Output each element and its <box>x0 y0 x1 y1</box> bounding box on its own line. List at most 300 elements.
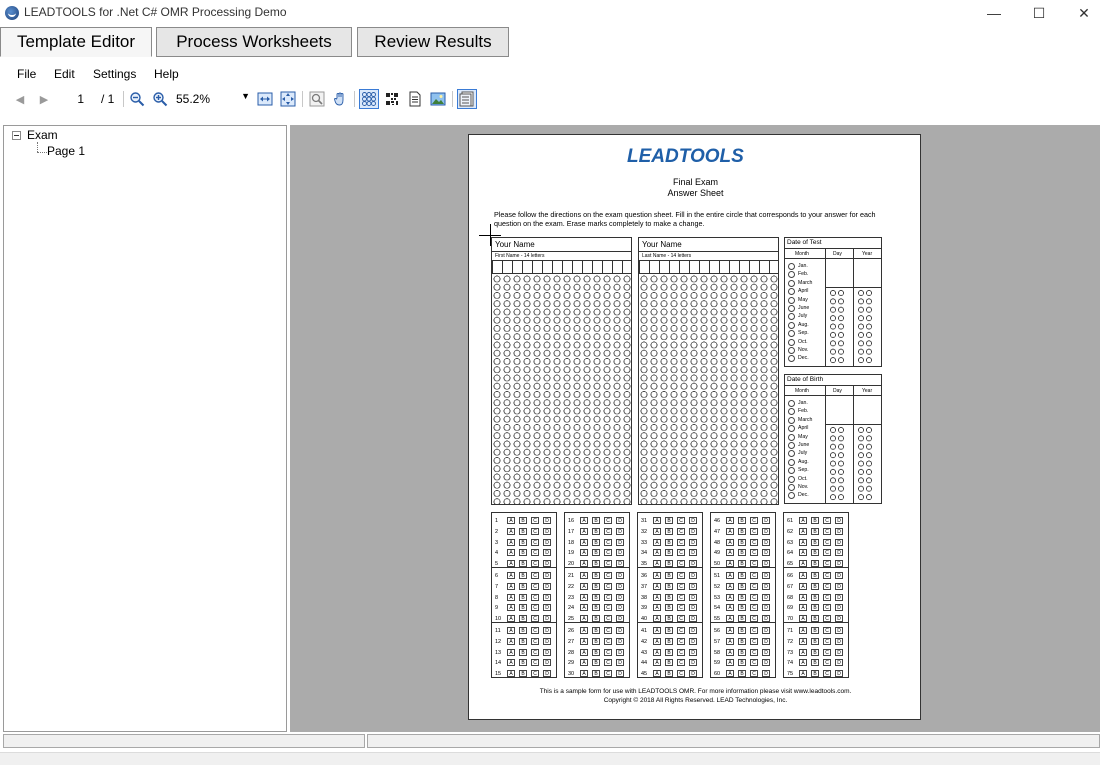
answer-option[interactable]: B <box>811 670 819 677</box>
answer-option[interactable]: A <box>507 670 515 677</box>
answer-option[interactable]: B <box>592 615 600 622</box>
answer-option[interactable]: C <box>531 572 539 579</box>
answer-option[interactable]: A <box>653 604 661 611</box>
answer-option[interactable]: A <box>580 604 588 611</box>
question-row[interactable] <box>638 669 702 679</box>
answer-option[interactable]: B <box>738 572 746 579</box>
answer-option[interactable]: B <box>738 638 746 645</box>
answer-option[interactable]: B <box>665 583 673 590</box>
answer-option[interactable]: D <box>835 572 843 579</box>
answer-option[interactable]: A <box>580 659 588 666</box>
question-row[interactable] <box>565 582 629 592</box>
answer-option[interactable]: A <box>799 528 807 535</box>
answer-option[interactable]: D <box>762 649 770 656</box>
answer-option[interactable]: D <box>543 517 551 524</box>
answer-option[interactable]: B <box>519 649 527 656</box>
answer-option[interactable]: B <box>738 517 746 524</box>
answer-option[interactable]: B <box>811 627 819 634</box>
question-row[interactable] <box>711 582 775 592</box>
answer-option[interactable]: A <box>799 539 807 546</box>
answer-option[interactable]: B <box>519 615 527 622</box>
answer-option[interactable]: B <box>738 604 746 611</box>
answer-option[interactable]: C <box>750 517 758 524</box>
tab-process-worksheets[interactable]: Process Worksheets <box>156 27 352 57</box>
question-row[interactable] <box>492 669 556 679</box>
answer-option[interactable]: B <box>519 638 527 645</box>
answer-option[interactable]: D <box>689 604 697 611</box>
answer-option[interactable]: B <box>811 549 819 556</box>
answer-option[interactable]: D <box>835 528 843 535</box>
question-row[interactable] <box>638 626 702 636</box>
answer-option[interactable]: D <box>543 583 551 590</box>
fit-page-icon[interactable] <box>278 89 298 109</box>
question-row[interactable] <box>711 626 775 636</box>
answer-option[interactable]: B <box>592 638 600 645</box>
magnify-icon[interactable] <box>307 89 327 109</box>
answer-option[interactable]: B <box>519 659 527 666</box>
answer-option[interactable]: B <box>811 539 819 546</box>
answer-option[interactable]: A <box>580 560 588 567</box>
answer-option[interactable]: D <box>616 583 624 590</box>
answer-option[interactable]: D <box>543 594 551 601</box>
question-row[interactable] <box>784 626 848 636</box>
question-row[interactable] <box>492 658 556 668</box>
answer-option[interactable]: C <box>823 549 831 556</box>
answer-option[interactable]: D <box>543 604 551 611</box>
question-row[interactable] <box>784 538 848 548</box>
answer-option[interactable]: C <box>750 604 758 611</box>
answer-option[interactable]: A <box>507 638 515 645</box>
answer-option[interactable]: C <box>604 638 612 645</box>
answer-option[interactable]: C <box>531 615 539 622</box>
answer-option[interactable]: D <box>762 528 770 535</box>
answer-option[interactable]: B <box>738 539 746 546</box>
answer-option[interactable]: C <box>531 659 539 666</box>
answer-option[interactable]: D <box>835 539 843 546</box>
answer-option[interactable]: A <box>653 638 661 645</box>
answer-option[interactable]: B <box>519 528 527 535</box>
question-row[interactable] <box>784 669 848 679</box>
question-row[interactable] <box>711 603 775 613</box>
answer-option[interactable]: B <box>665 659 673 666</box>
question-row[interactable] <box>638 548 702 558</box>
answer-option[interactable]: B <box>519 583 527 590</box>
answer-option[interactable]: C <box>677 604 685 611</box>
answer-option[interactable]: A <box>653 517 661 524</box>
question-row[interactable] <box>492 582 556 592</box>
answer-option[interactable]: A <box>726 615 734 622</box>
answer-option[interactable]: C <box>823 615 831 622</box>
answer-option[interactable]: C <box>823 604 831 611</box>
answer-option[interactable]: D <box>762 572 770 579</box>
question-row[interactable] <box>492 527 556 537</box>
answer-option[interactable]: B <box>592 583 600 590</box>
answer-option[interactable]: A <box>799 560 807 567</box>
text-field-icon[interactable] <box>405 89 425 109</box>
answer-option[interactable]: D <box>616 638 624 645</box>
question-row[interactable] <box>784 571 848 581</box>
answer-option[interactable]: C <box>823 560 831 567</box>
answer-option[interactable]: C <box>677 670 685 677</box>
question-row[interactable] <box>784 593 848 603</box>
answer-option[interactable]: A <box>507 627 515 634</box>
answer-option[interactable]: D <box>689 659 697 666</box>
answer-option[interactable]: B <box>665 670 673 677</box>
answer-option[interactable]: A <box>799 517 807 524</box>
answer-option[interactable]: C <box>531 604 539 611</box>
answer-option[interactable]: D <box>543 615 551 622</box>
answer-option[interactable]: D <box>616 572 624 579</box>
answer-option[interactable]: D <box>616 670 624 677</box>
zoom-out-icon[interactable] <box>127 89 147 109</box>
answer-option[interactable]: D <box>835 615 843 622</box>
answer-option[interactable]: A <box>799 572 807 579</box>
answer-option[interactable]: A <box>507 517 515 524</box>
maximize-button[interactable]: ☐ <box>1032 4 1046 21</box>
answer-option[interactable]: A <box>726 594 734 601</box>
answer-option[interactable]: B <box>519 670 527 677</box>
answer-option[interactable]: D <box>616 517 624 524</box>
answer-option[interactable]: A <box>799 649 807 656</box>
answer-option[interactable]: D <box>689 528 697 535</box>
answer-option[interactable]: B <box>592 604 600 611</box>
tree-node-page-1[interactable]: Page 1 <box>47 144 86 158</box>
answer-option[interactable]: A <box>653 583 661 590</box>
answer-option[interactable]: D <box>762 594 770 601</box>
previous-page-icon[interactable]: ◀ <box>15 93 25 106</box>
question-row[interactable] <box>638 527 702 537</box>
answer-option[interactable]: D <box>689 638 697 645</box>
answer-option[interactable]: C <box>604 615 612 622</box>
answer-option[interactable]: A <box>726 638 734 645</box>
question-row[interactable] <box>711 571 775 581</box>
menu-file[interactable]: File <box>17 67 37 81</box>
answer-option[interactable]: C <box>677 638 685 645</box>
answer-option[interactable]: A <box>726 627 734 634</box>
answer-option[interactable]: A <box>726 539 734 546</box>
answer-option[interactable]: B <box>665 528 673 535</box>
question-row[interactable] <box>565 658 629 668</box>
answer-option[interactable]: B <box>519 560 527 567</box>
question-row[interactable] <box>492 626 556 636</box>
answer-option[interactable]: C <box>823 670 831 677</box>
answer-option[interactable]: B <box>519 627 527 634</box>
answer-option[interactable]: B <box>811 615 819 622</box>
answer-option[interactable]: A <box>726 517 734 524</box>
question-row[interactable] <box>711 658 775 668</box>
answer-option[interactable]: B <box>592 572 600 579</box>
answer-option[interactable]: B <box>811 528 819 535</box>
answer-option[interactable]: B <box>592 517 600 524</box>
answer-option[interactable]: B <box>592 670 600 677</box>
answer-option[interactable]: B <box>811 583 819 590</box>
zoom-in-icon[interactable] <box>150 89 170 109</box>
answer-option[interactable]: D <box>689 517 697 524</box>
answer-option[interactable]: A <box>653 627 661 634</box>
answer-option[interactable]: A <box>726 560 734 567</box>
answer-option[interactable]: C <box>604 572 612 579</box>
answer-option[interactable]: B <box>738 627 746 634</box>
answer-option[interactable]: A <box>653 594 661 601</box>
answer-option[interactable]: C <box>604 560 612 567</box>
answer-option[interactable]: B <box>738 549 746 556</box>
answer-option[interactable]: A <box>507 659 515 666</box>
answer-option[interactable]: C <box>677 594 685 601</box>
question-row[interactable] <box>784 658 848 668</box>
answer-option[interactable]: C <box>531 549 539 556</box>
answer-option[interactable]: C <box>531 528 539 535</box>
question-row[interactable] <box>711 516 775 526</box>
answer-option[interactable]: C <box>750 594 758 601</box>
answer-option[interactable]: D <box>762 549 770 556</box>
answer-option[interactable]: C <box>604 583 612 590</box>
answer-option[interactable]: B <box>811 649 819 656</box>
question-row[interactable] <box>638 538 702 548</box>
question-row[interactable] <box>638 648 702 658</box>
page-number-input[interactable] <box>60 90 84 108</box>
answer-option[interactable]: C <box>531 517 539 524</box>
next-page-icon[interactable]: ▶ <box>39 93 49 106</box>
answer-option[interactable]: B <box>738 583 746 590</box>
answer-option[interactable]: B <box>519 572 527 579</box>
answer-option[interactable]: C <box>677 572 685 579</box>
answer-option[interactable]: C <box>604 594 612 601</box>
answer-option[interactable]: A <box>799 549 807 556</box>
question-row[interactable] <box>784 582 848 592</box>
answer-option[interactable]: C <box>750 560 758 567</box>
answer-option[interactable]: D <box>543 627 551 634</box>
answer-option[interactable]: C <box>750 583 758 590</box>
answer-option[interactable]: C <box>750 670 758 677</box>
answer-option[interactable]: D <box>543 649 551 656</box>
answer-option[interactable]: A <box>653 615 661 622</box>
answer-option[interactable]: D <box>762 615 770 622</box>
answer-option[interactable]: B <box>592 539 600 546</box>
answer-option[interactable]: B <box>665 604 673 611</box>
barcode-field-icon[interactable] <box>382 89 402 109</box>
answer-option[interactable]: C <box>823 528 831 535</box>
answer-option[interactable]: C <box>750 572 758 579</box>
answer-option[interactable]: A <box>726 670 734 677</box>
answer-option[interactable]: B <box>665 615 673 622</box>
question-row[interactable] <box>638 593 702 603</box>
answer-option[interactable]: C <box>604 549 612 556</box>
question-row[interactable] <box>492 548 556 558</box>
answer-option[interactable]: C <box>604 627 612 634</box>
question-row[interactable] <box>492 648 556 658</box>
answer-option[interactable]: B <box>811 517 819 524</box>
answer-option[interactable]: C <box>750 649 758 656</box>
answer-option[interactable]: D <box>543 528 551 535</box>
answer-option[interactable]: B <box>592 659 600 666</box>
answer-option[interactable]: B <box>592 627 600 634</box>
answer-option[interactable]: B <box>738 528 746 535</box>
answer-option[interactable]: D <box>543 659 551 666</box>
answer-option[interactable]: D <box>762 583 770 590</box>
answer-option[interactable]: A <box>726 549 734 556</box>
answer-option[interactable]: D <box>543 638 551 645</box>
answer-option[interactable]: C <box>677 549 685 556</box>
answer-option[interactable]: D <box>762 638 770 645</box>
zoom-select[interactable] <box>174 90 252 108</box>
question-row[interactable] <box>492 516 556 526</box>
question-row[interactable] <box>565 548 629 558</box>
answer-option[interactable]: B <box>811 572 819 579</box>
answer-option[interactable]: D <box>689 560 697 567</box>
answer-option[interactable]: D <box>616 604 624 611</box>
question-row[interactable] <box>711 527 775 537</box>
answer-option[interactable]: B <box>665 572 673 579</box>
answer-option[interactable]: A <box>726 604 734 611</box>
answer-option[interactable]: D <box>835 670 843 677</box>
answer-option[interactable]: C <box>750 615 758 622</box>
question-row[interactable] <box>492 593 556 603</box>
answer-option[interactable]: C <box>604 670 612 677</box>
first-name-field[interactable] <box>491 237 632 505</box>
answer-option[interactable]: B <box>738 560 746 567</box>
answer-option[interactable]: B <box>811 659 819 666</box>
answer-option[interactable]: B <box>738 659 746 666</box>
answer-option[interactable]: A <box>507 528 515 535</box>
answer-option[interactable]: D <box>689 549 697 556</box>
omr-field-icon[interactable] <box>359 89 379 109</box>
tab-review-results[interactable]: Review Results <box>357 27 509 57</box>
answer-option[interactable]: C <box>823 659 831 666</box>
answer-option[interactable]: A <box>507 549 515 556</box>
answer-option[interactable]: B <box>665 649 673 656</box>
answer-option[interactable]: A <box>653 528 661 535</box>
fit-width-icon[interactable] <box>255 89 275 109</box>
answer-option[interactable]: B <box>519 549 527 556</box>
pan-icon[interactable] <box>330 89 350 109</box>
answer-option[interactable]: B <box>665 549 673 556</box>
menu-edit[interactable]: Edit <box>54 67 75 81</box>
answer-option[interactable]: D <box>616 539 624 546</box>
answer-option[interactable]: D <box>616 560 624 567</box>
answer-option[interactable]: C <box>531 638 539 645</box>
answer-option[interactable]: C <box>531 539 539 546</box>
answer-option[interactable]: D <box>762 659 770 666</box>
answer-option[interactable]: A <box>726 583 734 590</box>
question-row[interactable] <box>711 648 775 658</box>
answer-option[interactable]: C <box>531 627 539 634</box>
answer-option[interactable]: A <box>799 583 807 590</box>
question-row[interactable] <box>492 603 556 613</box>
answer-option[interactable]: D <box>616 627 624 634</box>
answer-option[interactable]: B <box>738 615 746 622</box>
question-row[interactable] <box>638 658 702 668</box>
answer-option[interactable]: A <box>580 528 588 535</box>
answer-option[interactable]: D <box>835 549 843 556</box>
answer-option[interactable]: B <box>519 604 527 611</box>
answer-option[interactable]: D <box>616 528 624 535</box>
question-row[interactable] <box>784 603 848 613</box>
answer-option[interactable]: A <box>799 627 807 634</box>
answer-option[interactable]: B <box>811 638 819 645</box>
answer-option[interactable]: C <box>823 517 831 524</box>
date-of-test-field[interactable] <box>784 237 882 367</box>
answer-option[interactable]: B <box>665 517 673 524</box>
answer-option[interactable]: D <box>543 549 551 556</box>
answer-option[interactable]: A <box>726 528 734 535</box>
answer-option[interactable]: C <box>531 670 539 677</box>
answer-option[interactable]: B <box>665 638 673 645</box>
answer-option[interactable]: D <box>835 659 843 666</box>
answer-option[interactable]: C <box>677 615 685 622</box>
answer-option[interactable]: D <box>835 649 843 656</box>
image-field-icon[interactable] <box>428 89 448 109</box>
answer-option[interactable]: B <box>811 594 819 601</box>
answer-option[interactable]: A <box>726 659 734 666</box>
answer-option[interactable]: C <box>823 539 831 546</box>
answer-option[interactable]: B <box>592 560 600 567</box>
answer-option[interactable]: A <box>580 594 588 601</box>
question-row[interactable] <box>565 571 629 581</box>
answer-option[interactable]: A <box>507 649 515 656</box>
answer-option[interactable]: C <box>677 659 685 666</box>
answer-option[interactable]: C <box>604 528 612 535</box>
answer-option[interactable]: C <box>750 549 758 556</box>
answer-option[interactable]: B <box>665 560 673 567</box>
answer-option[interactable]: A <box>799 594 807 601</box>
answer-option[interactable]: A <box>507 615 515 622</box>
answer-option[interactable]: D <box>835 627 843 634</box>
answer-option[interactable]: B <box>665 539 673 546</box>
answer-option[interactable]: A <box>580 670 588 677</box>
question-row[interactable] <box>784 548 848 558</box>
answer-option[interactable]: A <box>799 670 807 677</box>
answer-option[interactable]: C <box>677 517 685 524</box>
tab-template-editor[interactable]: Template Editor <box>0 27 152 57</box>
question-row[interactable] <box>711 669 775 679</box>
answer-option[interactable]: C <box>531 649 539 656</box>
answer-option[interactable]: C <box>677 539 685 546</box>
answer-option[interactable]: A <box>507 604 515 611</box>
answer-option[interactable]: D <box>835 594 843 601</box>
answer-option[interactable]: D <box>762 604 770 611</box>
answer-option[interactable]: B <box>738 594 746 601</box>
answer-option[interactable]: C <box>531 594 539 601</box>
answer-option[interactable]: D <box>835 604 843 611</box>
question-row[interactable] <box>711 548 775 558</box>
question-row[interactable] <box>565 603 629 613</box>
answer-option[interactable]: C <box>604 517 612 524</box>
tree-node-exam[interactable]: Exam <box>27 128 58 142</box>
answer-option[interactable]: C <box>531 583 539 590</box>
answer-option[interactable]: D <box>689 572 697 579</box>
answer-option[interactable]: B <box>738 670 746 677</box>
answer-option[interactable]: C <box>677 627 685 634</box>
answer-option[interactable]: A <box>580 615 588 622</box>
question-row[interactable] <box>565 669 629 679</box>
answer-option[interactable]: D <box>762 627 770 634</box>
answer-option[interactable]: A <box>726 649 734 656</box>
question-row[interactable] <box>565 637 629 647</box>
answer-option[interactable]: B <box>738 649 746 656</box>
answer-option[interactable]: B <box>665 594 673 601</box>
answer-option[interactable]: A <box>799 659 807 666</box>
answer-option[interactable]: A <box>726 572 734 579</box>
answer-option[interactable]: B <box>665 627 673 634</box>
answer-option[interactable]: A <box>580 583 588 590</box>
answer-option[interactable]: C <box>604 659 612 666</box>
answer-option[interactable]: D <box>762 517 770 524</box>
answer-option[interactable]: D <box>762 539 770 546</box>
answer-option[interactable]: A <box>653 549 661 556</box>
question-row[interactable] <box>492 571 556 581</box>
answer-option[interactable]: D <box>543 670 551 677</box>
answer-option[interactable]: B <box>592 528 600 535</box>
